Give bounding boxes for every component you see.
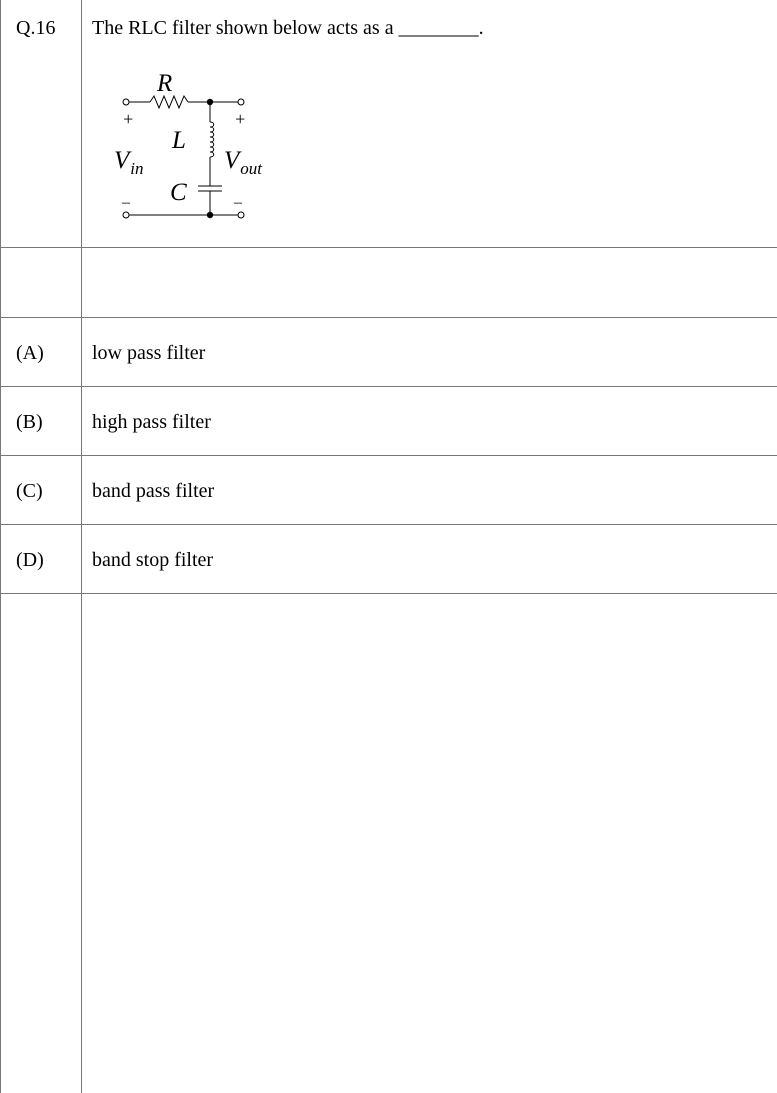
vin-plus-sign: + — [122, 109, 135, 129]
vout-main: V — [224, 147, 240, 174]
vout-plus-sign: + — [234, 109, 247, 129]
question-text: The RLC filter shown below acts as a ________. — [92, 17, 484, 39]
junction-dot — [207, 212, 213, 218]
input-terminal-top — [123, 99, 129, 105]
input-terminal-bottom — [123, 212, 129, 218]
option-b-key: (B) — [16, 411, 43, 433]
row-divider — [0, 317, 777, 318]
option-d-key: (D) — [16, 549, 44, 571]
resistor-symbol — [150, 96, 188, 108]
row-divider — [0, 247, 777, 248]
rlc-circuit-diagram — [100, 60, 290, 230]
inductor-label: L — [172, 127, 186, 154]
option-c-key: (C) — [16, 480, 43, 502]
option-b-text[interactable]: high pass filter — [92, 411, 211, 433]
vout-subscript: out — [240, 159, 263, 178]
vin-minus-sign: – — [122, 194, 130, 211]
row-divider — [0, 455, 777, 456]
table-left-border — [0, 0, 1, 1093]
row-divider — [0, 524, 777, 525]
vin-main: V — [114, 147, 130, 174]
question-number: Q.16 — [16, 17, 56, 39]
vin-label — [114, 147, 144, 178]
option-c-text[interactable]: band pass filter — [92, 480, 215, 502]
row-divider — [0, 593, 777, 594]
option-a-key: (A) — [16, 342, 44, 364]
output-terminal-top — [238, 99, 244, 105]
row-divider — [0, 386, 777, 387]
table-column-divider — [81, 0, 82, 1093]
capacitor-label: C — [170, 179, 187, 206]
vin-subscript: in — [130, 159, 144, 178]
vout-label — [224, 147, 263, 178]
option-a-text[interactable]: low pass filter — [92, 342, 206, 364]
vout-minus-sign: – — [234, 194, 242, 211]
option-d-text[interactable]: band stop filter — [92, 549, 214, 571]
junction-dot — [207, 99, 213, 105]
output-terminal-bottom — [238, 212, 244, 218]
inductor-symbol — [210, 122, 214, 157]
resistor-label: R — [157, 70, 173, 97]
